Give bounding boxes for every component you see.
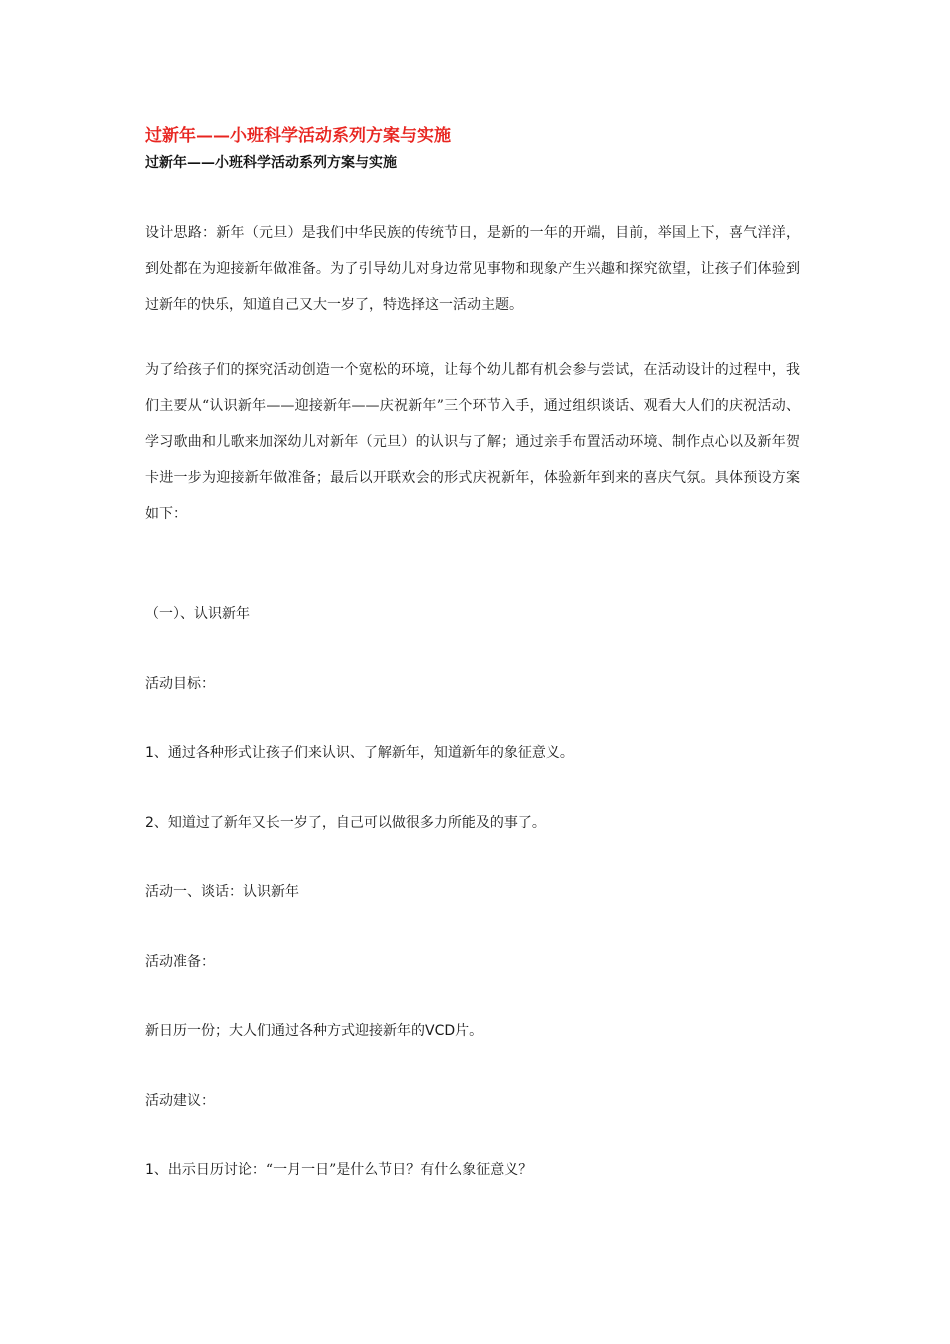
goals-label: 活动目标：: [145, 676, 215, 692]
suggestion-item-1-text: 、出示日历讨论：“一月一日”是什么节日？有什么象征意义？: [153, 1162, 533, 1178]
preparation-vcd: VCD: [425, 1023, 456, 1039]
suggestion-item-1-number: 1: [145, 1162, 154, 1178]
goal-item-1-text: 、通过各种形式让孩子们来认识、了解新年，知道新年的象征意义。: [153, 745, 574, 761]
suggestion-item-1: [145, 1160, 532, 1180]
document-title-red: 过新年——小班科学活动系列方案与实施: [145, 126, 451, 146]
paragraph-overview: 为了给孩子们的探究活动创造一个宽松的环境，让每个幼儿都有机会参与尝试，在活动设计的过程中，我们主要从“认识新年——迎接新年——庆祝新年”三个环节入手，通过组织谈话、观看大人们的庆祝活动、学习歌曲和儿歌来加深幼儿对新年（元旦）的认识与了解；通过亲手布置活动环境、制作点心以及新年贺卡进一步为迎接新年做准备；最后以开联欢会的形式庆祝新年，体验新年到来的喜庆气氛。具体预设方案如下：: [145, 362, 800, 522]
goal-item-1: [145, 743, 574, 763]
document-title-bold: 过新年——小班科学活动系列方案与实施: [145, 155, 397, 171]
preparation-label: 活动准备：: [145, 954, 215, 970]
goal-item-2-number: 2: [145, 815, 154, 831]
activity-1-heading: 活动一、谈话：认识新年: [145, 884, 299, 900]
goal-item-2: [145, 813, 546, 833]
paragraph-design-idea: 设计思路：新年（元旦）是我们中华民族的传统节日，是新的一年的开端，目前，举国上下，喜气洋洋，到处都在为迎接新年做准备。为了引导幼儿对身边常见事物和现象产生兴趣和探究欲望，让孩子们体验到过新年的快乐，知道自己又大一岁了，特选择这一活动主题。: [145, 225, 800, 313]
suggestion-label: 活动建议：: [145, 1093, 215, 1109]
goal-item-2-text: 、知道过了新年又长一岁了，自己可以做很多力所能及的事了。: [153, 815, 546, 831]
preparation-text: [145, 1021, 483, 1041]
section-heading-1: （一）、认识新年: [145, 606, 250, 622]
preparation-text-a: 新日历一份；大人们通过各种方式迎接新年的: [145, 1023, 425, 1039]
preparation-text-b: 片。: [455, 1023, 484, 1039]
goal-item-1-number: 1: [145, 745, 154, 761]
